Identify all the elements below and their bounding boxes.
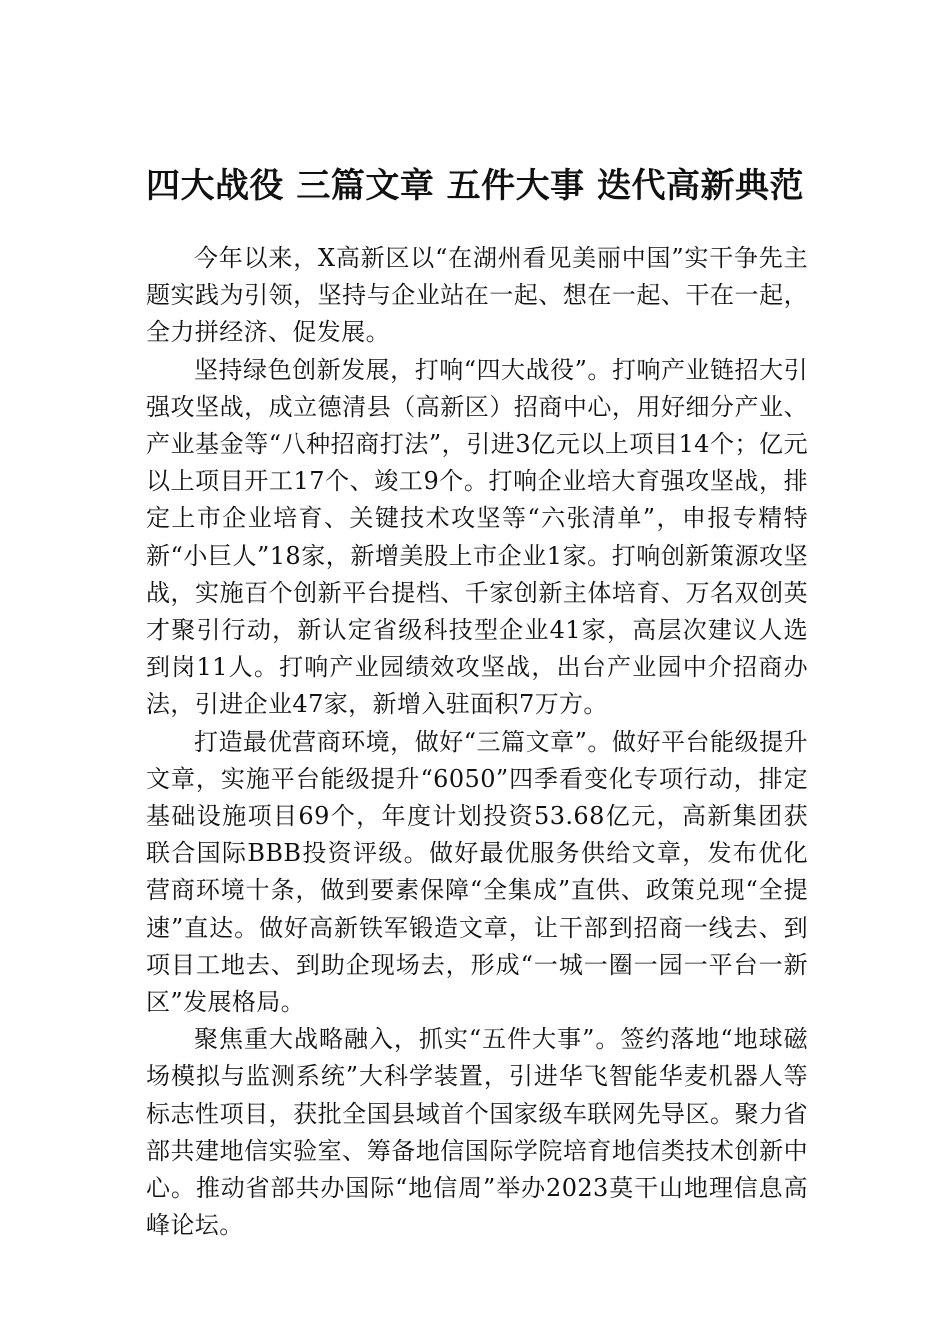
document-body (146, 240, 808, 1244)
document-title: 四大战役 三篇文章 五件大事 迭代高新典范 (145, 166, 804, 206)
paragraph-five-events: 聚焦重大战略融入，抓实“五件大事”。签约落地“地球磁场模拟与监测系统”大科学装置，引进华飞智能华麦机器人等标志性项目，获批全国县域首个国家级车联网先导区。聚力省部共建地信实验室、筹备地信国际学院培育地信类技术创新中心。推动省部共办国际“地信周”举办2023莫干山地理信息高峰论坛。 (146, 1025, 808, 1240)
paragraph-four-campaigns: 坚持绿色创新发展，打响“四大战役”。打响产业链招大引强攻坚战，成立德清县（高新区）招商中心，用好细分产业、产业基金等“八种招商打法”，引进3亿元以上项目14个；亿元以上项目开工17个、竣工9个。打响企业培大育强攻坚战，排定上市企业培育、关键技术攻坚等“六张清单”，申报专精特新“小巨人”18家，新增美股上市企业1家。打响创新策源攻坚战，实施百个创新平台提档、千家创新主体培育、万名双创英才聚引行动，新认定省级科技型企业41家，高层次建议人选到岗11人。打响产业园绩效攻坚战，出台产业园中介招商办法，引进企业47家，新增入驻面积7万方。 (146, 355, 808, 719)
paragraph-intro: 今年以来，X高新区以“在湖州看见美丽中国”实干争先主题实践为引领，坚持与企业站在一起、想在一起、干在一起，全力拼经济、促发展。 (146, 244, 808, 347)
paragraph-three-articles: 打造最优营商环境，做好“三篇文章”。做好平台能级提升文章，实施平台能级提升“6050”四季看变化专项行动，排定基础设施项目69个，年度计划投资53.68亿元，高新集团获联合国际BBB投资评级。做好最优服务供给文章，发布优化营商环境十条，做到要素保障“全集成”直供、政策兑现“全提速”直达。做好高新铁军锻造文章，让干部到招商一线去、到项目工地去、到助企现场去，形成“一城一圈一园一平台一新区”发展格局。 (146, 727, 808, 1017)
